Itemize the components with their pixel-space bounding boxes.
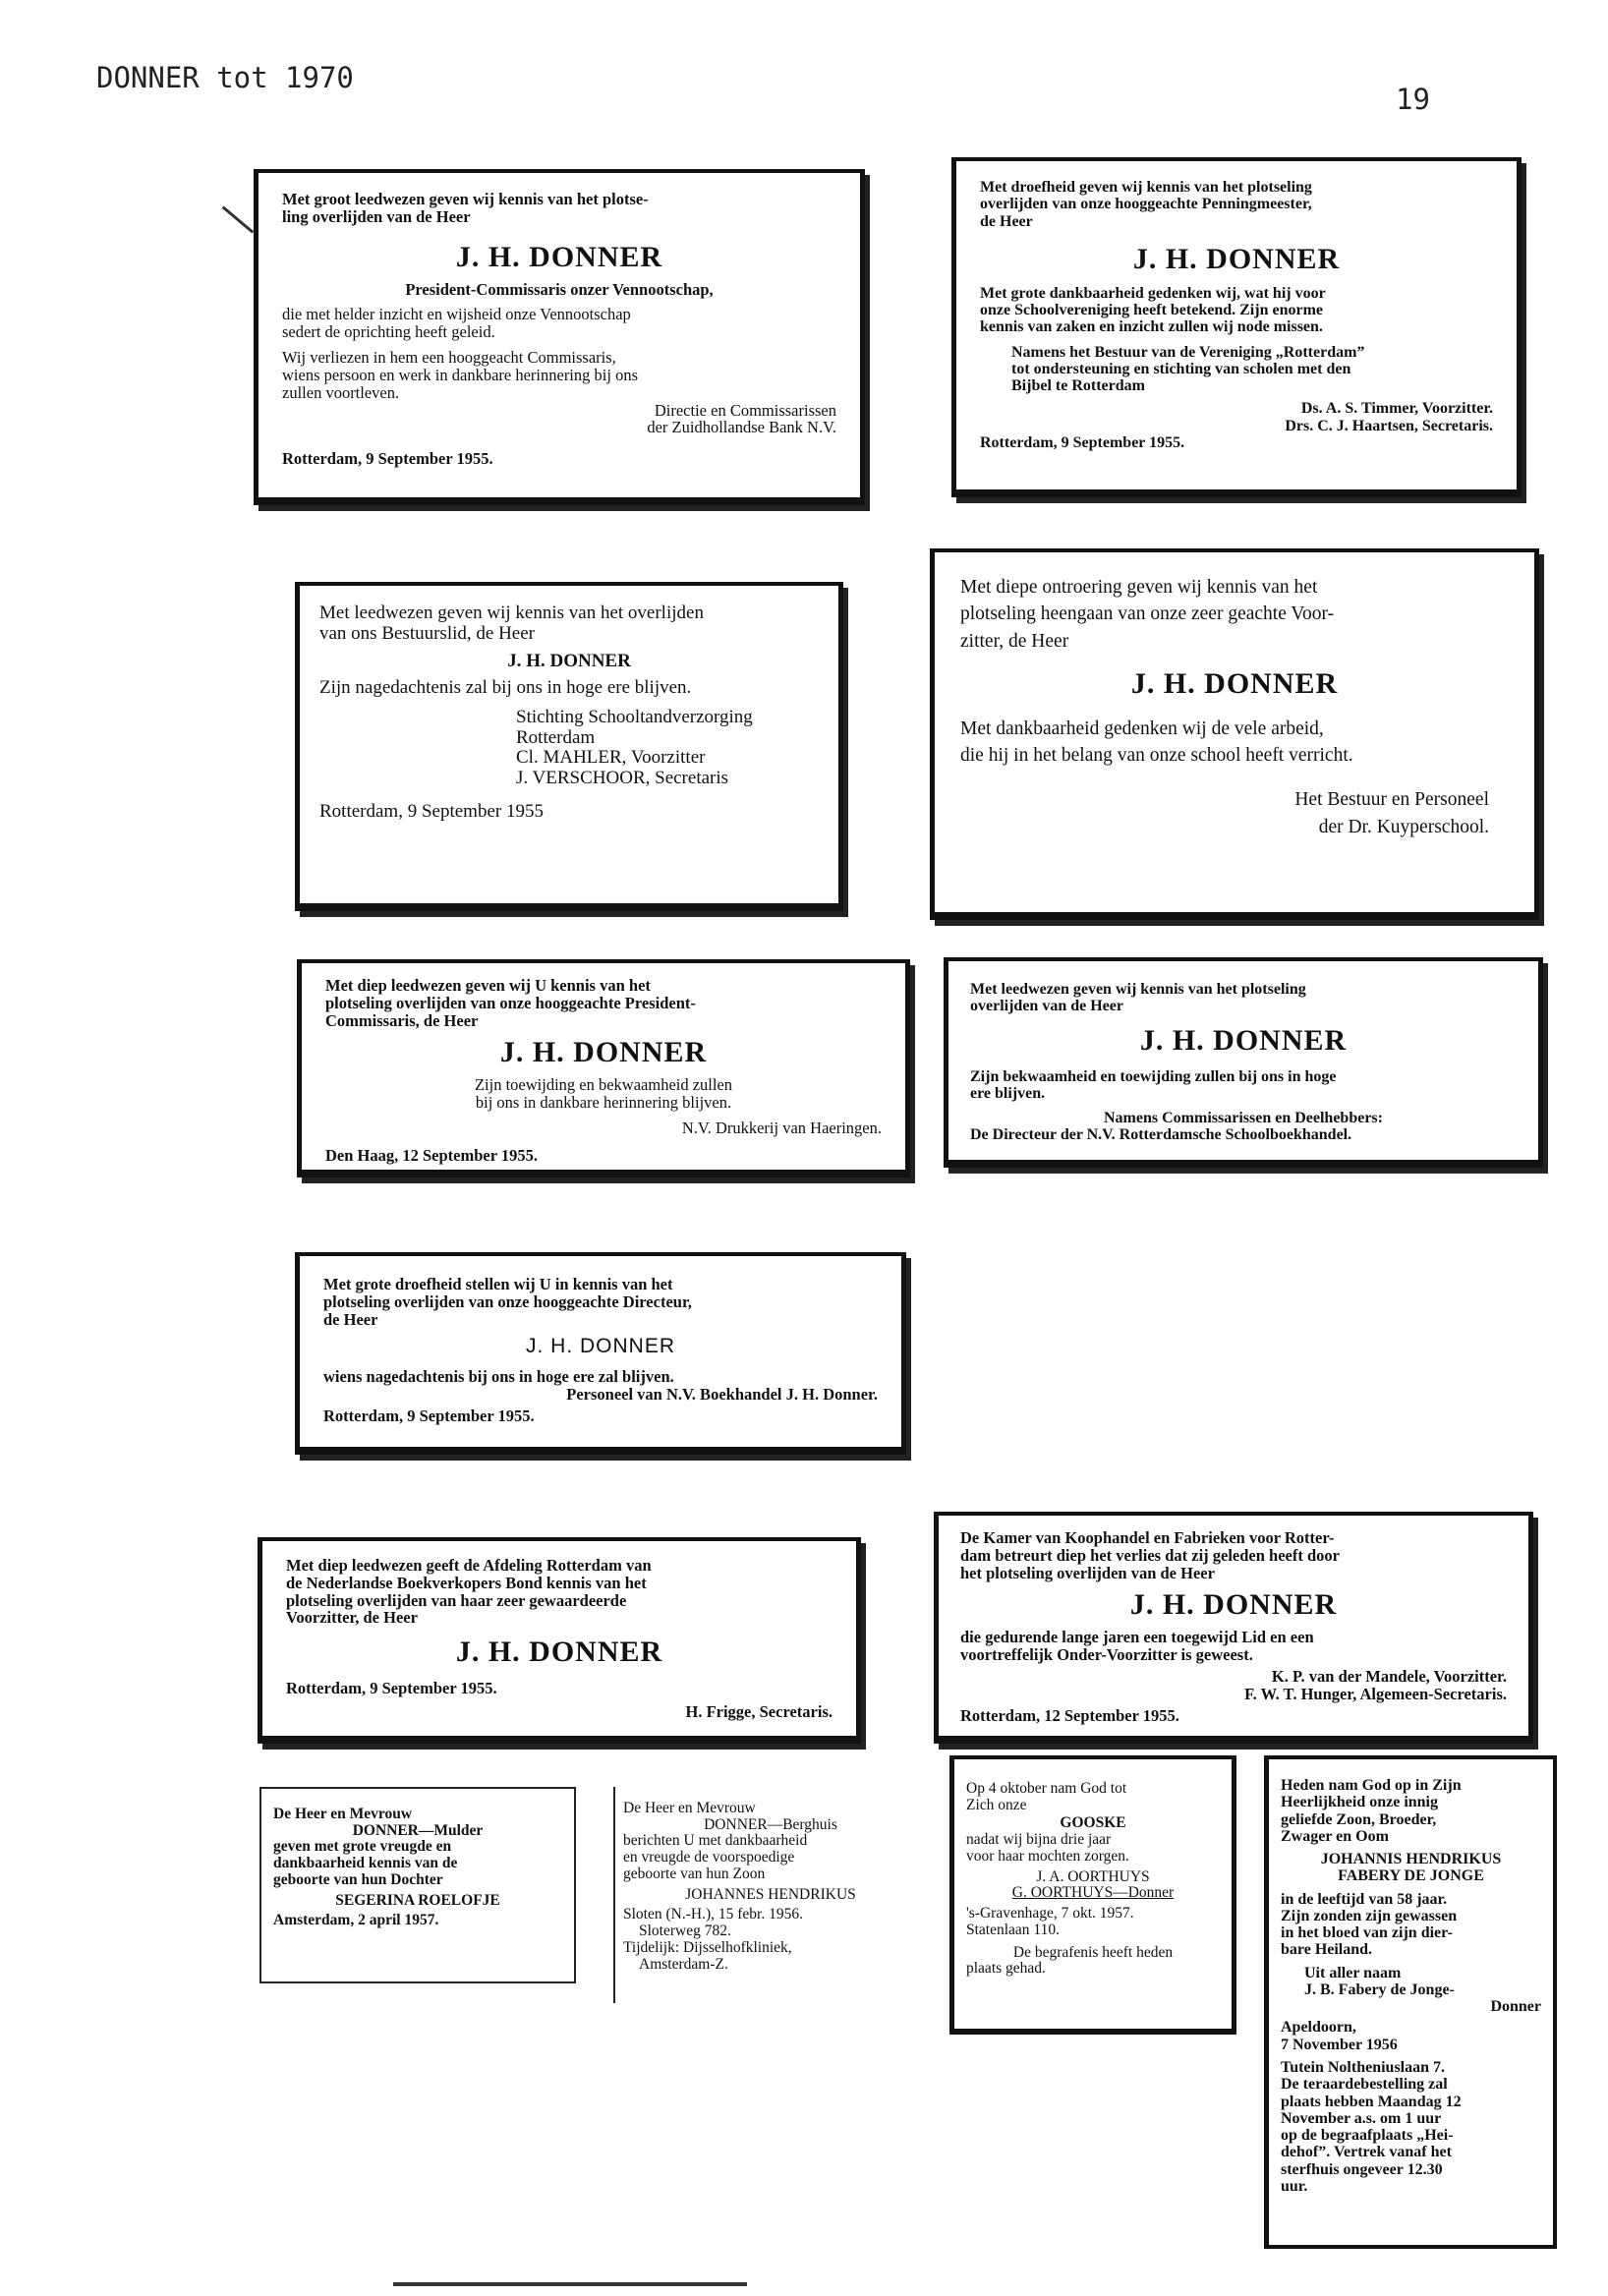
- footer-line: dehof”. Vertrek vanaf het: [1281, 2144, 1452, 2161]
- child-name: JOHANNES HENDRIKUS: [685, 1885, 856, 1903]
- date-line: Rotterdam, 9 September 1955.: [286, 1679, 497, 1698]
- notice-drukkerij: [297, 959, 910, 1177]
- footer-line: op de begraafplaats „Hei-: [1281, 2127, 1454, 2145]
- footer-line: Sloten (N.-H.), 15 febr. 1956.: [623, 1906, 803, 1923]
- intro-line: Voorzitter, de Heer: [286, 1608, 418, 1628]
- body-line: tot ondersteuning en stichting van scholen met den: [1011, 360, 1351, 377]
- intro-line: Met grote droefheid stellen wij U in kennis van het: [323, 1275, 673, 1293]
- signature-line: Directie en Commissarissen: [654, 400, 836, 420]
- footer-line: Tutein Noltheniuslaan 7.: [1281, 2058, 1446, 2076]
- footer-line: sterfhuis ongeveer 12.30: [1281, 2160, 1443, 2178]
- date-line: Rotterdam, 9 September 1955.: [282, 449, 493, 469]
- signature-line: K. P. van der Mandele, Voorzitter.: [1271, 1667, 1507, 1687]
- body-line: voortreffelijk Onder-Voorzitter is geweest.: [960, 1645, 1253, 1665]
- notice-boekverkopers-bond: [258, 1537, 861, 1744]
- intro-line: Heerlijkheid onze innig: [1281, 1794, 1438, 1811]
- deceased-name: J. H. DONNER: [1129, 1588, 1338, 1622]
- deceased-name: GOOSKE: [1060, 1814, 1126, 1832]
- address-line: Statenlaan 110.: [966, 1921, 1060, 1938]
- intro-line: van ons Bestuurslid, de Heer: [319, 622, 535, 644]
- death-notice-fabery: [1264, 1755, 1557, 2249]
- deceased-name: J. H. DONNER: [455, 1636, 663, 1669]
- intro-line: Commissaris, de Heer: [325, 1010, 479, 1030]
- body-line: en vreugde de voorspoedige: [623, 1849, 795, 1866]
- body-line: onze Schoolvereniging heeft betekend. Zijn enorme: [980, 302, 1324, 319]
- scan-mark: [393, 2282, 747, 2286]
- signature-line: Personeel van N.V. Boekhandel J. H. Donner.: [566, 1384, 878, 1404]
- intro-line: De Kamer van Koophandel en Fabrieken voor Rotter-: [960, 1528, 1335, 1547]
- intro-line: de Heer: [323, 1309, 378, 1329]
- notice-dental-foundation: [295, 582, 843, 911]
- intro-line: Met diep leedwezen geven wij U kennis van het: [325, 976, 651, 995]
- notice-kuyperschool: [930, 548, 1539, 920]
- birth-notice-segerina: [259, 1787, 576, 1983]
- signature-line: J. A. OORTHUYS: [1036, 1867, 1150, 1885]
- footer-line: Amsterdam-Z.: [639, 1955, 728, 1973]
- footer-line: Tijdelijk: Dijsselhofkliniek,: [623, 1938, 792, 1956]
- notice-boekhandel-staff: [295, 1252, 906, 1455]
- body-line: bare Heiland.: [1281, 1941, 1373, 1959]
- body-line: geboorte van hun Dochter: [273, 1870, 443, 1888]
- title-line: President-Commissaris onzer Vennootschap,: [405, 279, 714, 299]
- signature-line: Cl. MAHLER, Voorzitter: [516, 747, 706, 769]
- body-line: in het bloed van zijn dier-: [1281, 1924, 1453, 1942]
- family-name: DONNER—Mulder: [352, 1821, 484, 1839]
- intro-line: plotseling overlijden van haar zeer gewaardeerde: [286, 1590, 627, 1610]
- body-line: wiens nagedachtenis bij ons in hoge ere zal blijven.: [323, 1367, 674, 1387]
- signature-line: Ds. A. S. Timmer, Voorzitter.: [1300, 400, 1493, 418]
- body-line: Met dankbaarheid gedenken wij de vele arbeid,: [960, 718, 1324, 739]
- date-line: Den Haag, 12 September 1955.: [325, 1145, 539, 1165]
- body-line: wiens persoon en werk in dankbare herinnering bij ons: [282, 365, 638, 384]
- signature-line: Drs. C. J. Haartsen, Secretaris.: [1285, 417, 1493, 434]
- body-line: die gedurende lange jaren een toegewijd Lid en een: [960, 1628, 1314, 1647]
- footer-line: plaats gehad.: [966, 1960, 1046, 1978]
- signature-line: De Directeur der N.V. Rotterdamsche Schoolboekhandel.: [970, 1126, 1352, 1144]
- body-line: berichten U met dankbaarheid: [623, 1832, 808, 1850]
- date-line: Rotterdam, 9 September 1955.: [980, 433, 1185, 451]
- body-line: sedert de oprichting heeft geleid.: [282, 322, 495, 342]
- signature-line: Donner: [1490, 1998, 1541, 2016]
- signature-line: N.V. Drukkerij van Haeringen.: [681, 1119, 882, 1138]
- birth-notice-johannes: [613, 1787, 926, 2003]
- intro-line: Met groot leedwezen geven wij kennis van het plotse-: [282, 190, 649, 208]
- signature-line: Het Bestuur en Personeel: [1294, 789, 1489, 811]
- family-name: DONNER—Berghuis: [704, 1815, 837, 1833]
- body-line: geboorte van hun Zoon: [623, 1865, 766, 1882]
- date-line: Amsterdam, 2 april 1957.: [273, 1912, 439, 1929]
- body-line: Wij verliezen in hem een hooggeacht Commissaris,: [282, 348, 616, 368]
- intro-line: plotseling overlijden van onze hooggeachte President-: [325, 993, 696, 1012]
- page-number: 19: [1396, 83, 1430, 116]
- intro-line: Met leedwezen geven wij kennis van het overlijden: [319, 603, 704, 623]
- body-line: nadat wij bijna drie jaar: [966, 1831, 1112, 1849]
- intro-line: overlijden van onze hooggeachte Penningmeester,: [980, 196, 1312, 213]
- intro-line: overlijden van de Heer: [970, 998, 1123, 1015]
- notice-school-association: [951, 157, 1522, 497]
- notice-schoolboekhandel: [944, 957, 1543, 1168]
- body-line: dankbaarheid kennis van de: [273, 1855, 458, 1872]
- footer-line: De begrafenis heeft heden: [1012, 1943, 1174, 1961]
- death-notice-gooske: [949, 1755, 1236, 2035]
- intro-line: de Nederlandse Boekverkopers Bond kennis van het: [286, 1573, 647, 1592]
- footer-line: Sloterweg 782.: [639, 1923, 731, 1940]
- address-line: 's-Gravenhage, 7 okt. 1957.: [966, 1905, 1134, 1923]
- footer-line: plaats hebben Maandag 12: [1281, 2093, 1462, 2110]
- signature-line: Namens Commissarissen en Deelhebbers:: [1104, 1110, 1383, 1127]
- deceased-name: J. H. DONNER: [455, 240, 663, 273]
- signature-line: H. Frigge, Secretaris.: [685, 1702, 833, 1722]
- heading-line: De Heer en Mevrouw: [623, 1800, 756, 1816]
- body-line: zullen voortleven.: [282, 382, 400, 402]
- body-line: Zijn zonden zijn gewassen: [1281, 1907, 1458, 1924]
- place-line: Apeldoorn,: [1281, 2019, 1356, 2037]
- scan-mark: [222, 205, 255, 233]
- body-line: kennis van zaken en inzicht zullen wij node missen.: [980, 318, 1323, 336]
- notice-bank: [254, 169, 865, 505]
- body-line: Namens het Bestuur van de Vereniging „Rotterdam”: [1011, 343, 1365, 361]
- footer-line: De teraardebestelling zal: [1281, 2076, 1448, 2094]
- signature-line: F. W. T. Hunger, Algemeen-Secretaris.: [1244, 1684, 1507, 1703]
- signature-line: Rotterdam: [516, 726, 596, 748]
- deceased-name: JOHANNIS HENDRIKUS: [1320, 1851, 1502, 1868]
- place-line: 7 November 1956: [1281, 2036, 1398, 2053]
- intro-line: plotseling heengaan van onze zeer geachte Voor-: [960, 603, 1335, 625]
- deceased-name: J. H. DONNER: [1139, 1023, 1348, 1057]
- body-line: die hij in het belang van onze school heeft verricht.: [960, 745, 1353, 767]
- date-line: Rotterdam, 9 September 1955.: [323, 1406, 535, 1425]
- notice-kamer-van-koophandel: [934, 1512, 1533, 1744]
- heading-line: De Heer en Mevrouw: [273, 1806, 413, 1822]
- body-line: die met helder inzicht en wijsheid onze Vennootschap: [282, 305, 631, 324]
- body-line: Zijn bekwaamheid en toewijding zullen bij ons in hoge: [970, 1067, 1337, 1085]
- signature-line: Uit aller naam: [1304, 1964, 1402, 1981]
- intro-line: plotseling overlijden van onze hooggeachte Directeur,: [323, 1292, 692, 1311]
- date-line: Rotterdam, 12 September 1955.: [960, 1705, 1179, 1725]
- body-line: Zijn nagedachtenis zal bij ons in hoge ere blijven.: [319, 676, 692, 698]
- deceased-name: J. H. DONNER: [507, 651, 631, 672]
- body-line: Met grote dankbaarheid gedenken wij, wat hij voor: [980, 284, 1326, 302]
- intro-line: Met diepe ontroering geven wij kennis van het: [960, 577, 1318, 598]
- intro-line: zitter, de Heer: [960, 630, 1069, 652]
- date-line: Rotterdam, 9 September 1955: [319, 801, 544, 823]
- signature-line: J. VERSCHOOR, Secretaris: [516, 767, 729, 788]
- intro-line: ling overlijden van de Heer: [282, 206, 471, 226]
- signature-line: J. B. Fabery de Jonge-: [1304, 1980, 1455, 1998]
- signature-line: G. OORTHUYS—Donner: [1011, 1884, 1175, 1902]
- intro-line: Met leedwezen geven wij kennis van het plotseling: [970, 981, 1306, 998]
- body-line: voor haar mochten zorgen.: [966, 1847, 1129, 1865]
- intro-line: Met diep leedwezen geeft de Afdeling Rotterdam van: [286, 1556, 652, 1575]
- signature-line: der Dr. Kuyperschool.: [1318, 816, 1489, 837]
- deceased-name: J. H. DONNER: [1132, 242, 1341, 275]
- intro-line: geliefde Zoon, Broeder,: [1281, 1810, 1437, 1828]
- page-header: DONNER tot 1970: [96, 61, 354, 94]
- footer-line: uur.: [1281, 2177, 1308, 2195]
- intro-line: de Heer: [980, 212, 1033, 230]
- intro-line: Op 4 oktober nam God tot: [966, 1780, 1127, 1797]
- body-line: Zijn toewijding en bekwaamheid zullen: [474, 1075, 733, 1095]
- intro-line: Heden nam God op in Zijn: [1281, 1777, 1462, 1794]
- body-line: in de leeftijd van 58 jaar.: [1281, 1890, 1448, 1908]
- intro-line: Met droefheid geven wij kennis van het plotseling: [980, 179, 1312, 196]
- body-line: bij ons in dankbare herinnering blijven.: [475, 1093, 732, 1113]
- deceased-name: J. H. DONNER: [499, 1036, 708, 1069]
- body-line: Bijbel te Rotterdam: [1011, 377, 1145, 395]
- signature-line: Stichting Schooltandverzorging: [516, 707, 753, 728]
- footer-line: November a.s. om 1 uur: [1281, 2109, 1442, 2127]
- body-line: geven met grote vreugde en: [273, 1838, 452, 1856]
- deceased-name: J. H. DONNER: [1130, 666, 1339, 700]
- intro-line: dam betreurt diep het verlies dat zij geleden heeft door: [960, 1545, 1340, 1565]
- intro-line: Zich onze: [966, 1796, 1027, 1813]
- deceased-name: FABERY DE JONGE: [1338, 1867, 1484, 1885]
- intro-line: het plotseling overlijden van de Heer: [960, 1563, 1215, 1582]
- child-name: SEGERINA ROELOFJE: [335, 1891, 500, 1909]
- deceased-name: J. H. DONNER: [525, 1335, 675, 1358]
- body-line: ere blijven.: [970, 1084, 1046, 1102]
- intro-line: Zwager en Oom: [1281, 1827, 1389, 1845]
- signature-line: der Zuidhollandse Bank N.V.: [647, 418, 836, 437]
